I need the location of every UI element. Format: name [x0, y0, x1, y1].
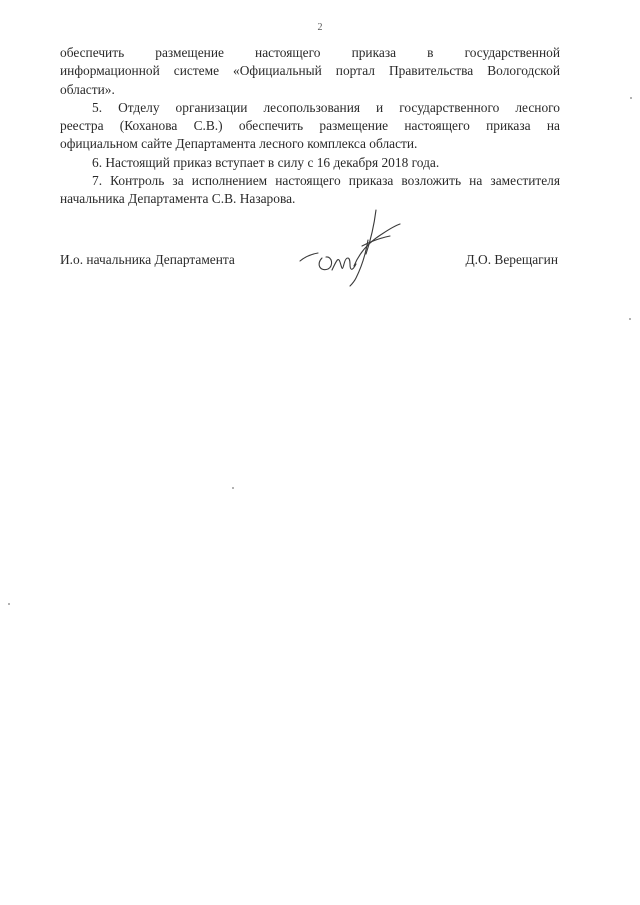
- paragraph-line: информационной системе «Официальный портал Правительства Вологодской: [60, 63, 560, 79]
- paragraph-line: 7. Контроль за исполнением настоящего приказа возложить на заместителя: [92, 173, 560, 189]
- paragraph-line: обеспечить размещение настоящего приказа в государственной: [60, 45, 560, 60]
- paragraph-line: начальника Департамента С.В. Назарова.: [60, 191, 296, 207]
- document-body: [60, 44, 560, 209]
- paragraph-line: реестра (Коханова С.В.) обеспечить размещение настоящего приказа на: [60, 118, 560, 134]
- signatory-name: Д.О. Верещагин: [465, 252, 558, 267]
- scan-speck: [8, 603, 10, 605]
- page-number: 2: [317, 22, 323, 33]
- signatory-position: И.о. начальника Департамента: [60, 252, 235, 267]
- paragraph-line: официальном сайте Департамента лесного комплекса области.: [60, 136, 418, 152]
- handwritten-signature: [296, 206, 408, 288]
- scan-speck: [232, 487, 234, 489]
- scan-speck: [630, 97, 632, 99]
- paragraph-line: области».: [60, 81, 115, 97]
- scan-speck: [629, 318, 631, 320]
- paragraph-line: 5. Отделу организации лесопользования и государственного лесного: [92, 99, 560, 115]
- paragraph-line: 6. Настоящий приказ вступает в силу с 16 декабря 2018 года.: [92, 154, 440, 170]
